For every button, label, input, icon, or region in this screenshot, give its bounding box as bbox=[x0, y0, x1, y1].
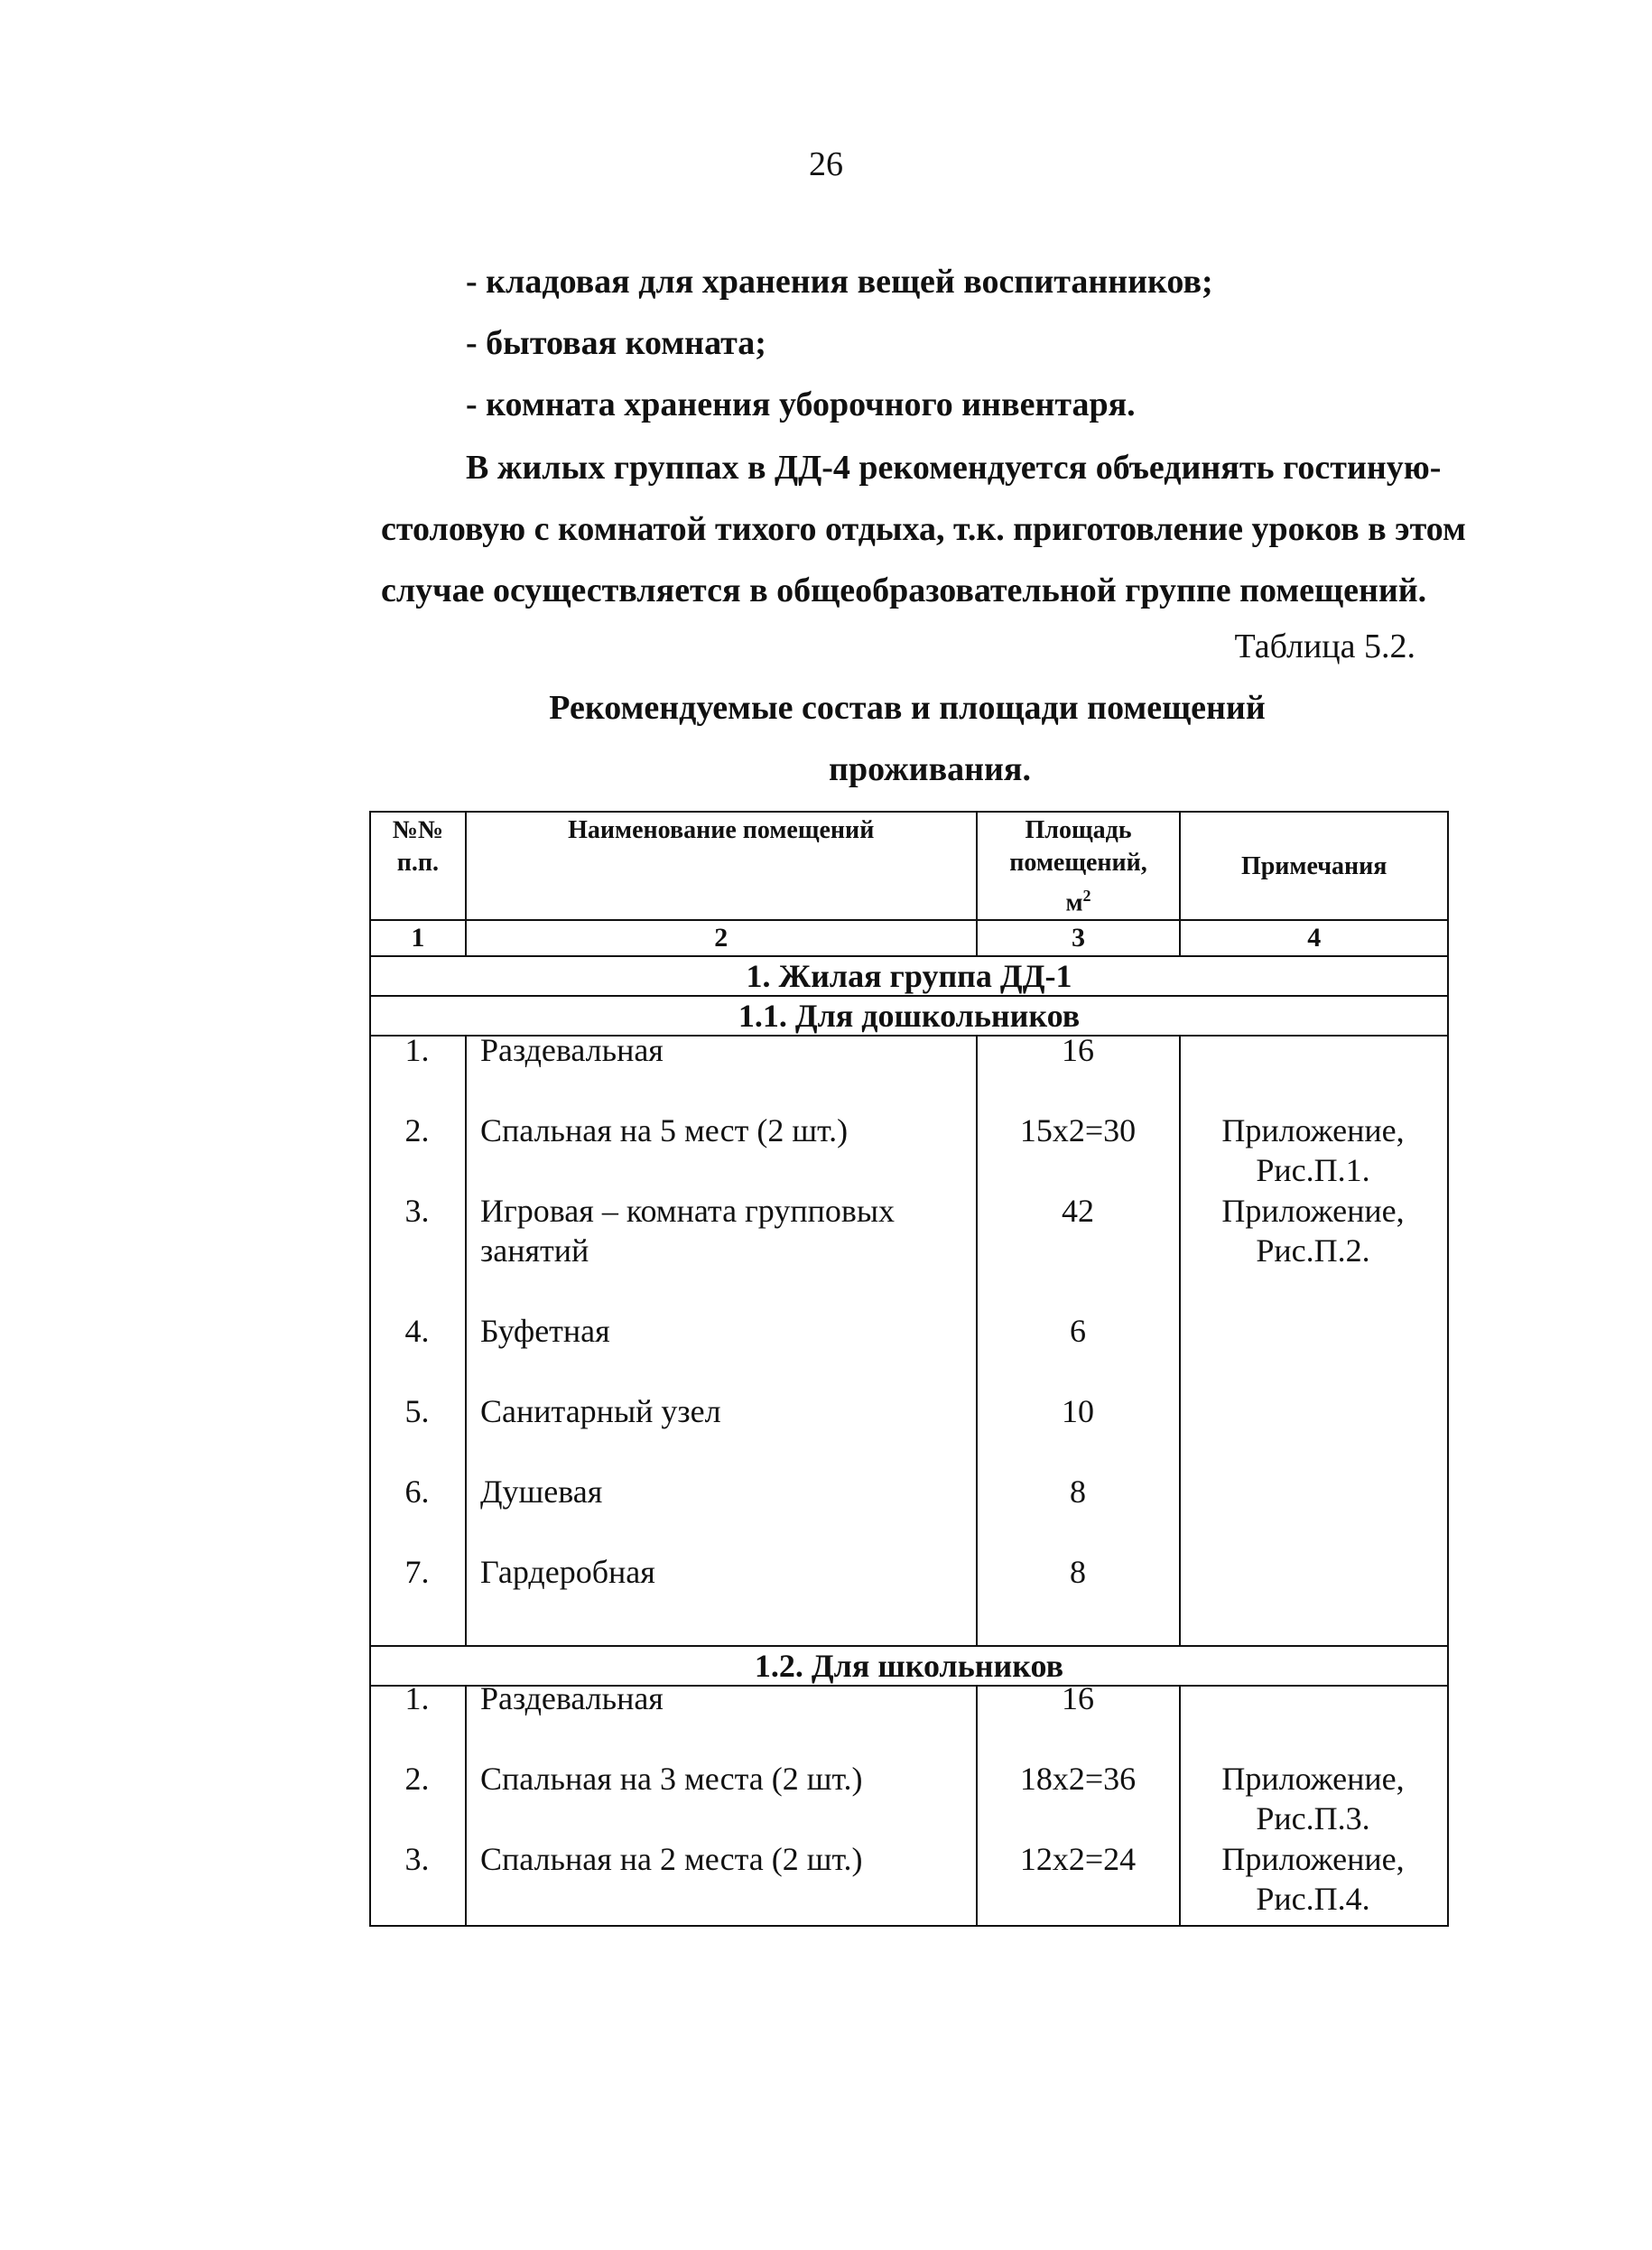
group-title-row bbox=[370, 956, 1448, 996]
subsection-body bbox=[370, 1036, 1448, 1646]
paragraph-line: В жилых группах в ДД-4 рекомендуется объединять гостиную- bbox=[466, 449, 1442, 487]
room-name: Раздевальная bbox=[480, 1680, 664, 1716]
header-area-line: помещений, bbox=[1009, 849, 1147, 877]
col-number: 2 bbox=[466, 920, 977, 956]
subsection-title: 1.1. Для дошкольников bbox=[370, 996, 1448, 1036]
room-name: Душевая bbox=[480, 1474, 603, 1510]
room-area: 15x2=30 bbox=[1019, 1112, 1137, 1148]
paragraph-line: столовую с комнатой тихого отдыха, т.к. приготовление уроков в этом bbox=[381, 510, 1466, 548]
header-num bbox=[370, 812, 466, 920]
header-area-unit-letter: м bbox=[1065, 888, 1083, 917]
header-area bbox=[977, 812, 1181, 920]
room-area: 8 bbox=[1070, 1554, 1086, 1590]
header-num-line: п.п. bbox=[396, 849, 440, 877]
room-area: 6 bbox=[1070, 1313, 1086, 1349]
header-notes: Примечания bbox=[1180, 812, 1448, 920]
subsection-title: 1.2. Для школьников bbox=[370, 1646, 1448, 1686]
header-name: Наименование помещений bbox=[466, 812, 977, 920]
name-column bbox=[466, 1032, 977, 1646]
room-area: 18x2=36 bbox=[1019, 1761, 1137, 1797]
header-area-line: Площадь bbox=[1025, 816, 1132, 844]
area-column bbox=[977, 1680, 1181, 1926]
list-item: - комната хранения уборочного инвентаря. bbox=[466, 386, 1136, 423]
group-title: 1. Жилая группа ДД-1 bbox=[370, 956, 1448, 996]
num-column bbox=[370, 1680, 466, 1926]
row-num: 2. bbox=[404, 1761, 430, 1797]
notes-column bbox=[1180, 1686, 1448, 1926]
row-num: 6. bbox=[404, 1474, 430, 1510]
room-area: 8 bbox=[1070, 1474, 1086, 1510]
room-name: Раздевальная bbox=[480, 1032, 664, 1068]
row-num: 3. bbox=[404, 1841, 430, 1877]
room-name: Буфетная bbox=[480, 1313, 610, 1349]
list-item: - кладовая для хранения вещей воспитанников; bbox=[466, 263, 1213, 301]
col-number: 3 bbox=[977, 920, 1181, 956]
room-note: Приложение, Рис.П.1. bbox=[1221, 1112, 1405, 1188]
room-name: Игровая – комната групповых занятий bbox=[480, 1193, 896, 1269]
notes-column bbox=[1180, 1036, 1448, 1646]
room-area: 10 bbox=[1062, 1393, 1094, 1429]
table-title: Рекомендуемые состав и площади помещений bbox=[549, 689, 1266, 727]
table-label: Таблица 5.2. bbox=[1234, 628, 1415, 665]
room-note: Приложение, Рис.П.3. bbox=[1221, 1761, 1405, 1836]
room-name: Гардеробная bbox=[480, 1554, 655, 1590]
header-area-unit-exp: 2 bbox=[1082, 887, 1091, 905]
table-header-row bbox=[370, 812, 1448, 920]
row-num: 3. bbox=[404, 1193, 430, 1229]
num-column bbox=[370, 1032, 466, 1646]
room-name: Санитарный узел bbox=[480, 1393, 721, 1429]
room-name: Спальная на 2 места (2 шт.) bbox=[480, 1841, 863, 1877]
table-title: проживания. bbox=[829, 750, 1031, 788]
area-column bbox=[977, 1032, 1181, 1646]
room-area: 16 bbox=[1062, 1032, 1094, 1068]
row-num: 7. bbox=[404, 1554, 430, 1590]
room-note: Приложение, Рис.П.4. bbox=[1221, 1841, 1405, 1917]
row-num: 4. bbox=[404, 1313, 430, 1349]
paragraph-line: случае осуществляется в общеобразовательной группе помещений. bbox=[381, 572, 1427, 609]
col-number: 4 bbox=[1180, 920, 1448, 956]
room-name: Спальная на 5 мест (2 шт.) bbox=[480, 1112, 849, 1148]
room-name: Спальная на 3 места (2 шт.) bbox=[480, 1761, 863, 1797]
row-num: 1. bbox=[404, 1680, 430, 1716]
list-item: - бытовая комната; bbox=[466, 324, 766, 362]
page-number: 26 bbox=[809, 145, 843, 183]
column-number-row bbox=[370, 920, 1448, 956]
row-num: 5. bbox=[404, 1393, 430, 1429]
col-number: 1 bbox=[370, 920, 466, 956]
header-area-unit bbox=[978, 879, 1180, 919]
name-column bbox=[466, 1680, 977, 1926]
row-num: 1. bbox=[404, 1032, 430, 1068]
rooms-table bbox=[369, 811, 1449, 1927]
room-area: 16 bbox=[1062, 1680, 1094, 1716]
subsection-body bbox=[370, 1686, 1448, 1926]
room-area: 42 bbox=[1062, 1193, 1094, 1229]
row-num: 2. bbox=[404, 1112, 430, 1148]
room-area: 12x2=24 bbox=[1019, 1841, 1137, 1877]
room-note: Приложение, Рис.П.2. bbox=[1221, 1193, 1405, 1269]
header-num-line: №№ bbox=[392, 816, 444, 844]
